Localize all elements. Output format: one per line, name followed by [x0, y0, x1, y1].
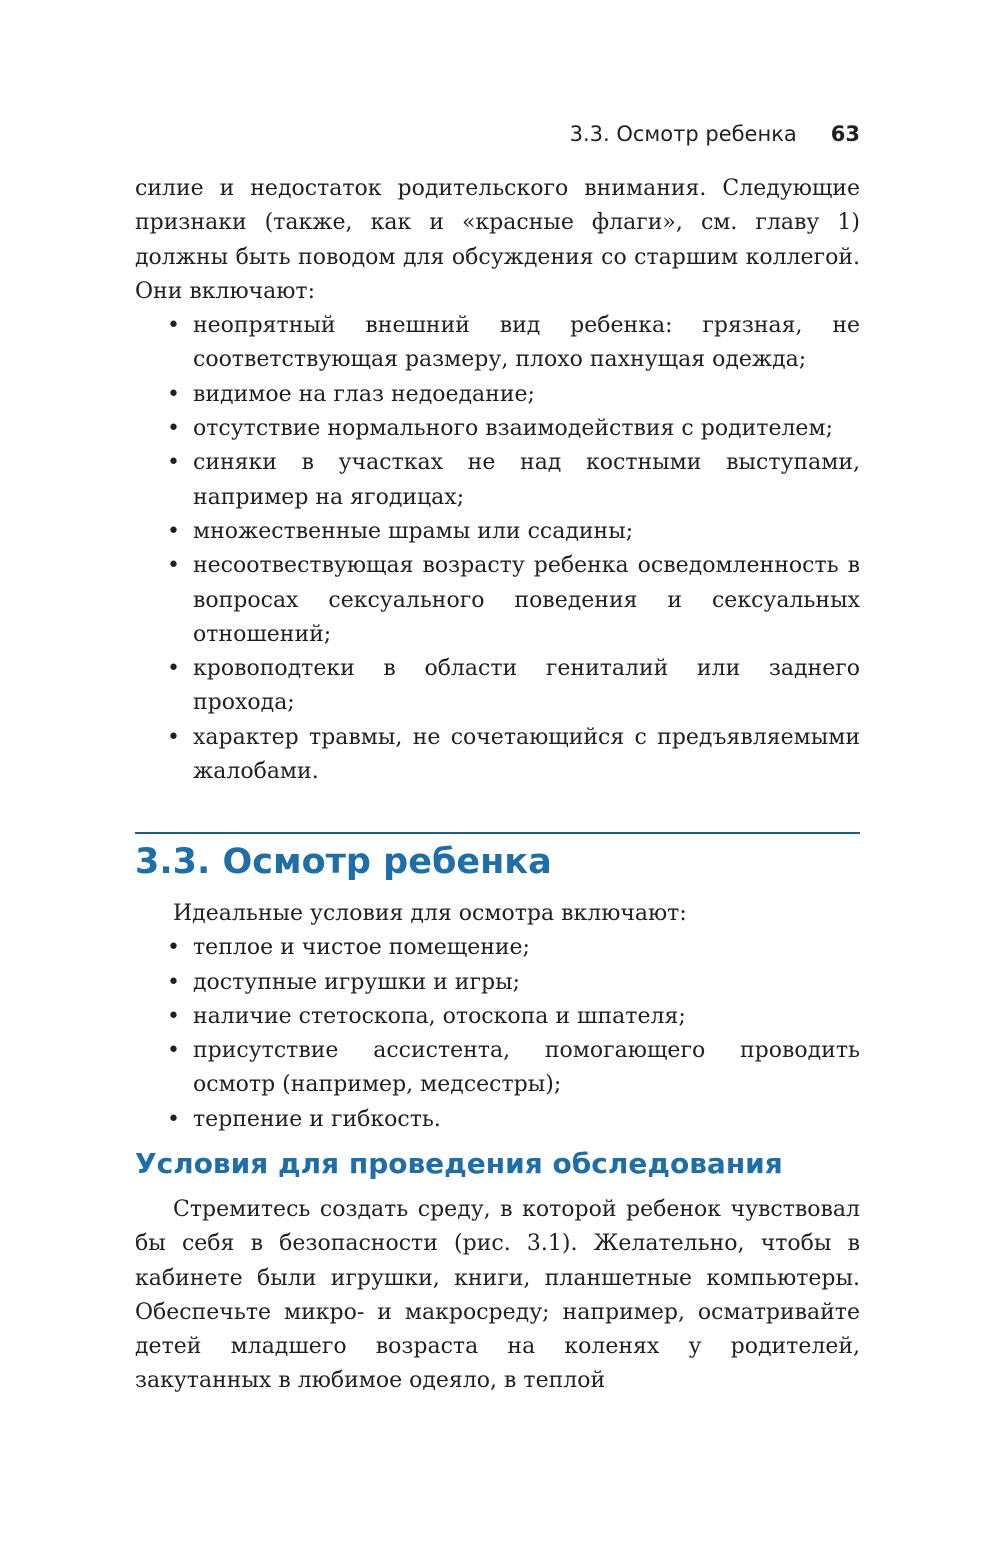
bullet-icon: • — [167, 1106, 180, 1132]
bullet-icon: • — [167, 450, 180, 476]
bullet-icon: • — [167, 553, 180, 579]
list-item-text: отсутствие нормального взаимодействия с родителем; — [193, 416, 833, 442]
running-head-title: 3.3. Осмотр ребенка — [569, 122, 797, 146]
list-item-text: видимое на глаз недоедание; — [193, 381, 535, 407]
bullet-icon: • — [167, 724, 180, 750]
list-item-text: неопрятный внешний вид ребенка: грязная, не соответствующая размеру, плохо пахнущая одежда; — [193, 313, 860, 373]
list-item — [135, 446, 860, 515]
list-item — [135, 549, 860, 652]
bullet-icon: • — [167, 381, 180, 407]
list-item-text: наличие стетоскопа, отоскопа и шпателя; — [193, 1003, 686, 1029]
list-item — [135, 652, 860, 721]
list-item-text: множественные шрамы или ссадины; — [193, 518, 634, 544]
section-heading: 3.3. Осмотр ребенка — [135, 842, 552, 882]
list-item — [135, 721, 860, 790]
subsection-paragraph: Стремитесь создать среду, в которой ребенок чувствовал бы себя в безопасности (рис. 3.1). Желательно, чтобы в кабинете были игрушки, книги, планшетные компьютеры. Обеспечьте микро- и макросреду; например, осматривайте детей младшего возраста на коленях у родителей, закутанных в любимое одеяло, в теплой — [135, 1197, 860, 1394]
list-item — [135, 378, 860, 412]
list-item-text: присутствие ассистента, помогающего проводить осмотр (например, медсестры); — [193, 1038, 860, 1098]
bullet-icon: • — [167, 935, 180, 961]
list-item — [135, 515, 860, 549]
list-item — [135, 1103, 860, 1137]
bullet-icon: • — [167, 969, 180, 995]
running-head — [135, 120, 860, 148]
warning-signs-list — [135, 309, 860, 789]
list-item — [135, 966, 860, 1000]
list-item-text: характер травмы, не сочетающийся с предъявляемыми жалобами. — [193, 724, 860, 785]
exam-conditions-list — [135, 931, 860, 1137]
list-item-text: терпение и гибкость. — [193, 1106, 441, 1132]
subsection-block — [135, 1193, 860, 1399]
list-item-text: несоотвествующая возрасту ребенка осведомленность в вопросах сексуального поведения и сексуальных отношений; — [193, 553, 860, 647]
list-item — [135, 931, 860, 965]
section-block — [135, 897, 860, 1137]
intro-paragraph: силие и недостаток родительского внимания. Следующие признаки (также, как и «красные флаги», см. главу 1) должны быть поводом для обсуждения со старшим коллегой. Они включают: — [135, 176, 860, 304]
list-item-text: синяки в участках не над костными выступами, например на ягодицах; — [193, 450, 860, 510]
list-item — [135, 412, 860, 446]
bullet-icon: • — [167, 1003, 180, 1029]
list-item-text: кровоподтеки в области гениталий или заднего прохода; — [193, 656, 860, 716]
list-item — [135, 309, 860, 378]
section-lead: Идеальные условия для осмотра включают: — [173, 901, 687, 926]
list-item-text: теплое и чистое помещение; — [193, 935, 530, 961]
list-item — [135, 1000, 860, 1034]
list-item-text: доступные игрушки и игры; — [193, 969, 521, 995]
section-divider — [135, 832, 860, 834]
bullet-icon: • — [167, 416, 180, 442]
bullet-icon: • — [167, 518, 180, 544]
bullet-icon: • — [167, 656, 180, 682]
bullet-icon: • — [167, 313, 180, 339]
page-number: 63 — [830, 122, 860, 146]
bullet-icon: • — [167, 1038, 180, 1064]
intro-block — [135, 172, 860, 789]
list-item — [135, 1034, 860, 1103]
subsection-heading: Условия для проведения обследования — [135, 1147, 783, 1180]
